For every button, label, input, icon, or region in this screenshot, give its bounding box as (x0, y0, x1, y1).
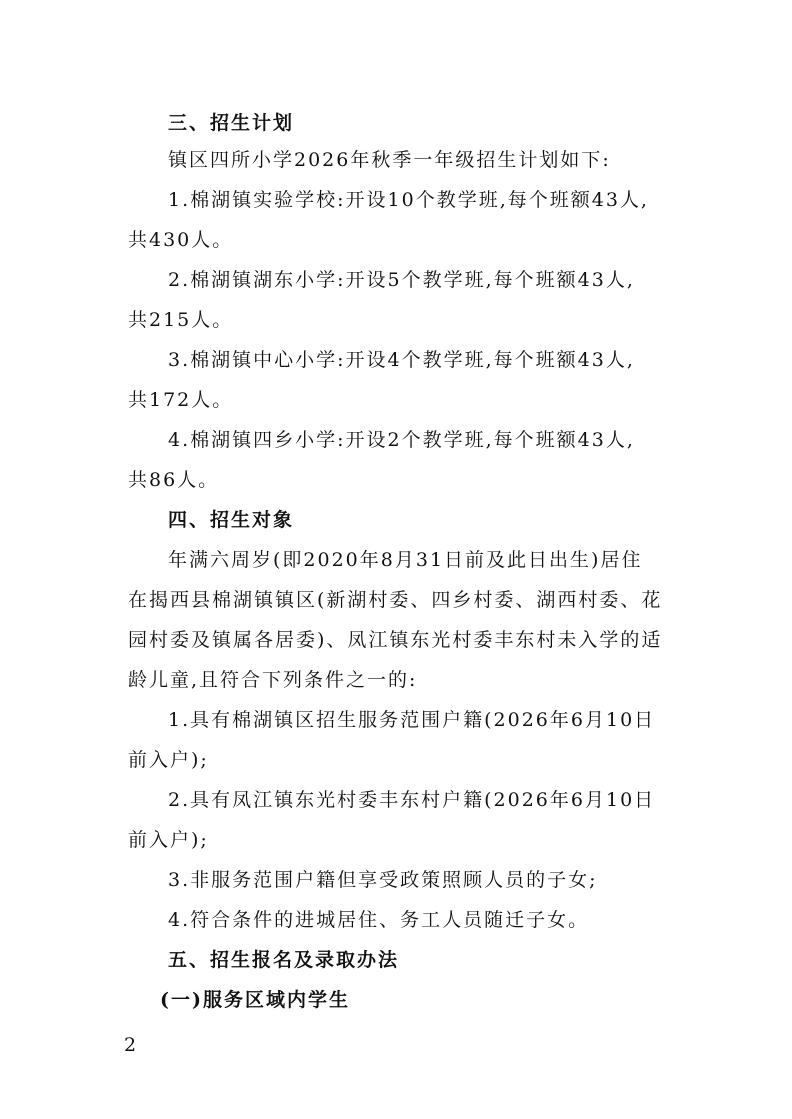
plan-item-3-cont: 共172人。 (128, 389, 234, 411)
condition-3: 3.非服务范围户籍但享受政策照顾人员的子女; (168, 869, 598, 891)
target-paragraph-line-4: 龄儿童,且符合下列条件之一的: (128, 669, 418, 691)
plan-item-1-cont: 共430人。 (128, 229, 234, 251)
subsection-heading-in-area: (一)服务区域内学生 (160, 989, 350, 1011)
target-paragraph-line-3: 园村委及镇属各居委)、凤江镇东光村委丰东村未入学的适 (128, 629, 663, 651)
condition-4: 4.符合条件的进城居住、务工人员随迁子女。 (168, 909, 590, 931)
plan-item-2-cont: 共215人。 (128, 309, 234, 331)
section-heading-enrollment-plan: 三、招生计划 (168, 112, 295, 134)
condition-2-cont: 前入户); (128, 829, 209, 851)
plan-item-4-cont: 共86人。 (128, 469, 220, 491)
section-heading-enrollment-target: 四、招生对象 (168, 509, 295, 531)
target-paragraph-line-1: 年满六周岁(即2020年8月31日前及此日出生)居住 (168, 549, 643, 571)
condition-1: 1.具有棉湖镇区招生服务范围户籍(2026年6月10日 (168, 709, 656, 731)
condition-2: 2.具有凤江镇东光村委丰东村户籍(2026年6月10日 (168, 789, 656, 811)
condition-1-cont: 前入户); (128, 749, 209, 771)
paragraph-intro: 镇区四所小学2026年秋季一年级招生计划如下: (168, 149, 611, 171)
target-paragraph-line-2: 在揭西县棉湖镇镇区(新湖村委、四乡村委、湖西村委、花 (128, 589, 663, 611)
plan-item-3: 3.棉湖镇中心小学:开设4个教学班,每个班额43人, (168, 349, 635, 371)
section-heading-registration: 五、招生报名及录取办法 (168, 949, 400, 971)
page-number: 2 (124, 1034, 137, 1056)
plan-item-2: 2.棉湖镇湖东小学:开设5个教学班,每个班额43人, (168, 269, 635, 291)
plan-item-1: 1.棉湖镇实验学校:开设10个教学班,每个班额43人, (168, 189, 649, 211)
plan-item-4: 4.棉湖镇四乡小学:开设2个教学班,每个班额43人, (168, 429, 635, 451)
